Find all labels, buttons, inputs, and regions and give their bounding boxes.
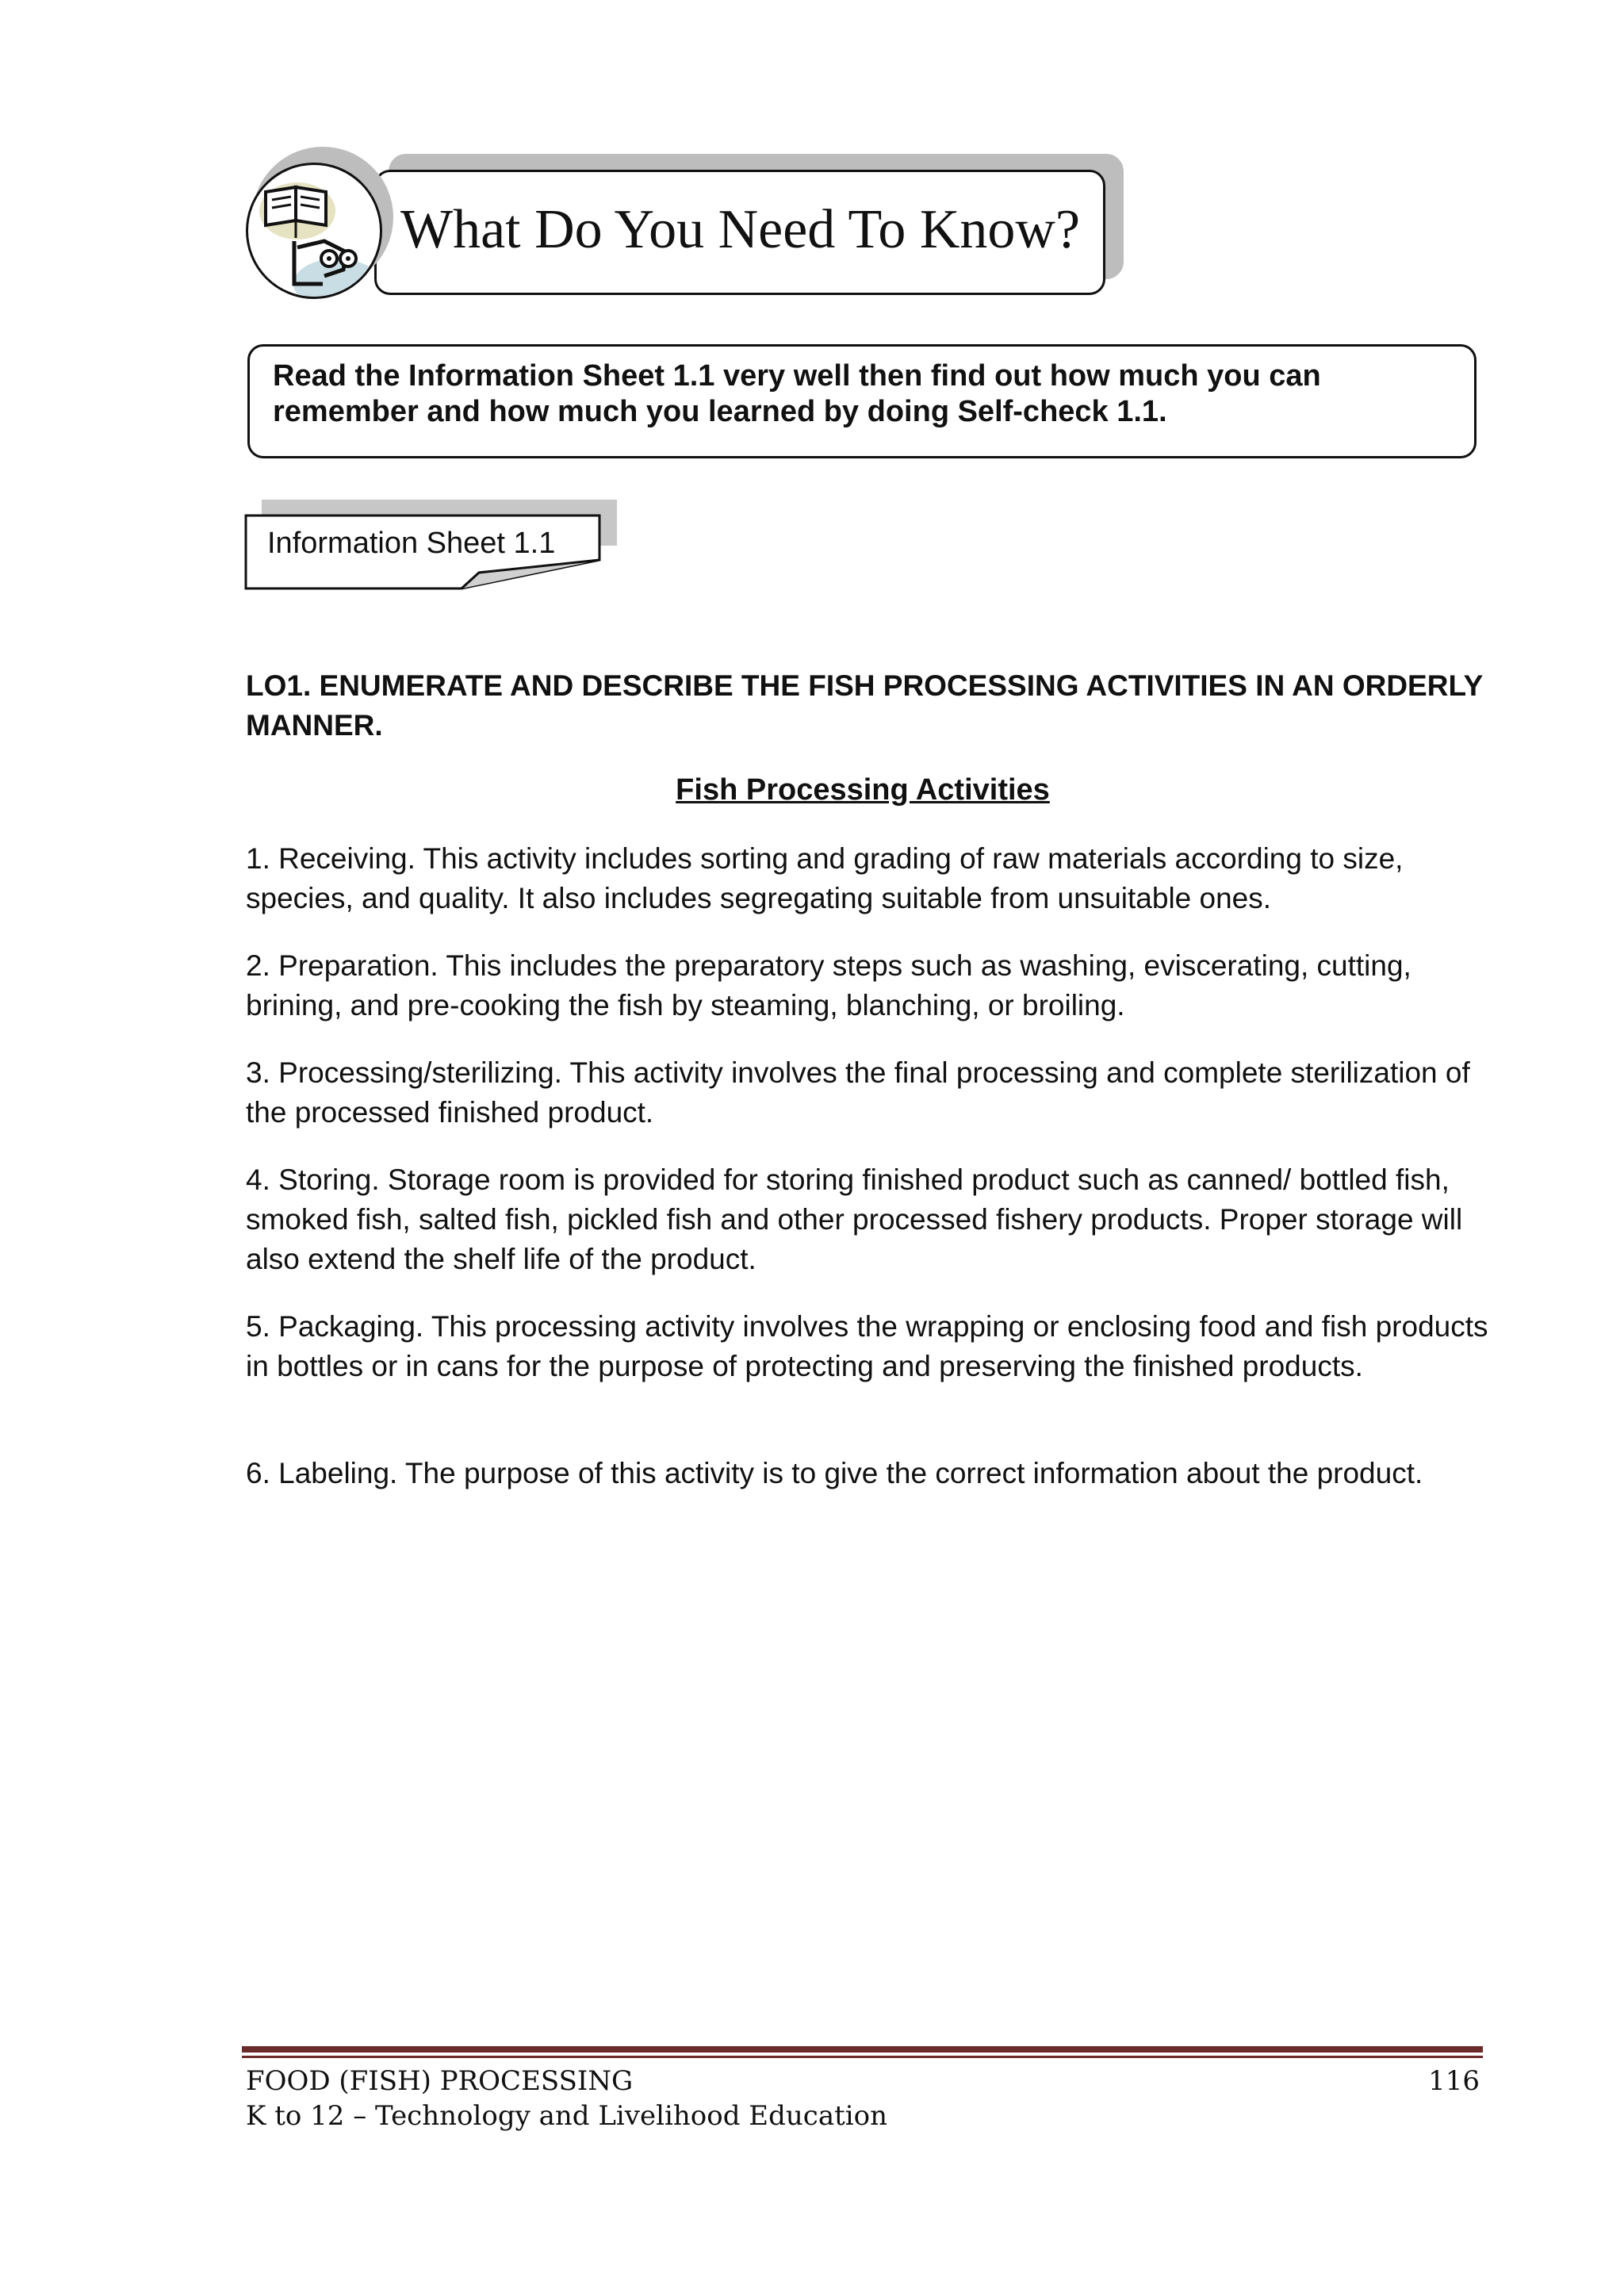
reading-person-icon bbox=[246, 163, 382, 299]
page-number: 116 bbox=[1428, 2065, 1480, 2097]
instruction-text: Read the Information Sheet 1.1 very well then find out how much you can remember and how much you learned by doing Self-check 1.1. bbox=[273, 359, 1321, 428]
learning-objective-heading: LO1. ENUMERATE AND DESCRIBE THE FISH PROCESSING ACTIVITIES IN AN ORDERLY MANNER. bbox=[246, 669, 1483, 742]
list-item-receiving: 1. Receiving. This activity includes sorting and grading of raw materials according to size, species, and quality. It also includes segregating suitable from unsuitable ones. bbox=[246, 842, 1404, 914]
list-item-processing: 3. Processing/sterilizing. This activity involves the final processing and complete sterilization of the processed finished product. bbox=[246, 1056, 1470, 1129]
page-title: What Do You Need To Know? bbox=[400, 199, 1081, 260]
list-item-packaging: 5. Packaging. This processing activity involves the wrapping or enclosing food and fish products in bottles or in cans for the purpose of protecting and preserving the finished products. bbox=[246, 1310, 1488, 1382]
footer-rule-thin bbox=[242, 2056, 1483, 2058]
info-sheet-tab-label: Information Sheet 1.1 bbox=[267, 527, 556, 560]
footer-rule bbox=[242, 2046, 1483, 2053]
list-item-preparation: 2. Preparation. This includes the preparatory steps such as washing, eviscerating, cutting, brining, and pre-cooking the fish by steaming, blanching, or broiling. bbox=[246, 949, 1411, 1022]
footer-course-title: FOOD (FISH) PROCESSING bbox=[246, 2065, 634, 2097]
list-item-storing: 4. Storing. Storage room is provided for storing finished product such as canned/ bottled fish, smoked fish, salted fish, pickled fish and other processed fishery products. Proper storage will also extend the shelf life of the product. bbox=[246, 1163, 1463, 1275]
section-title: Fish Processing Activities bbox=[676, 773, 1050, 807]
list-item-labeling: 6. Labeling. The purpose of this activity is to give the correct information about the product. bbox=[246, 1457, 1423, 1489]
footer-text bbox=[246, 2064, 887, 2133]
footer-program: K to 12 – Technology and Livelihood Education bbox=[246, 2100, 887, 2132]
